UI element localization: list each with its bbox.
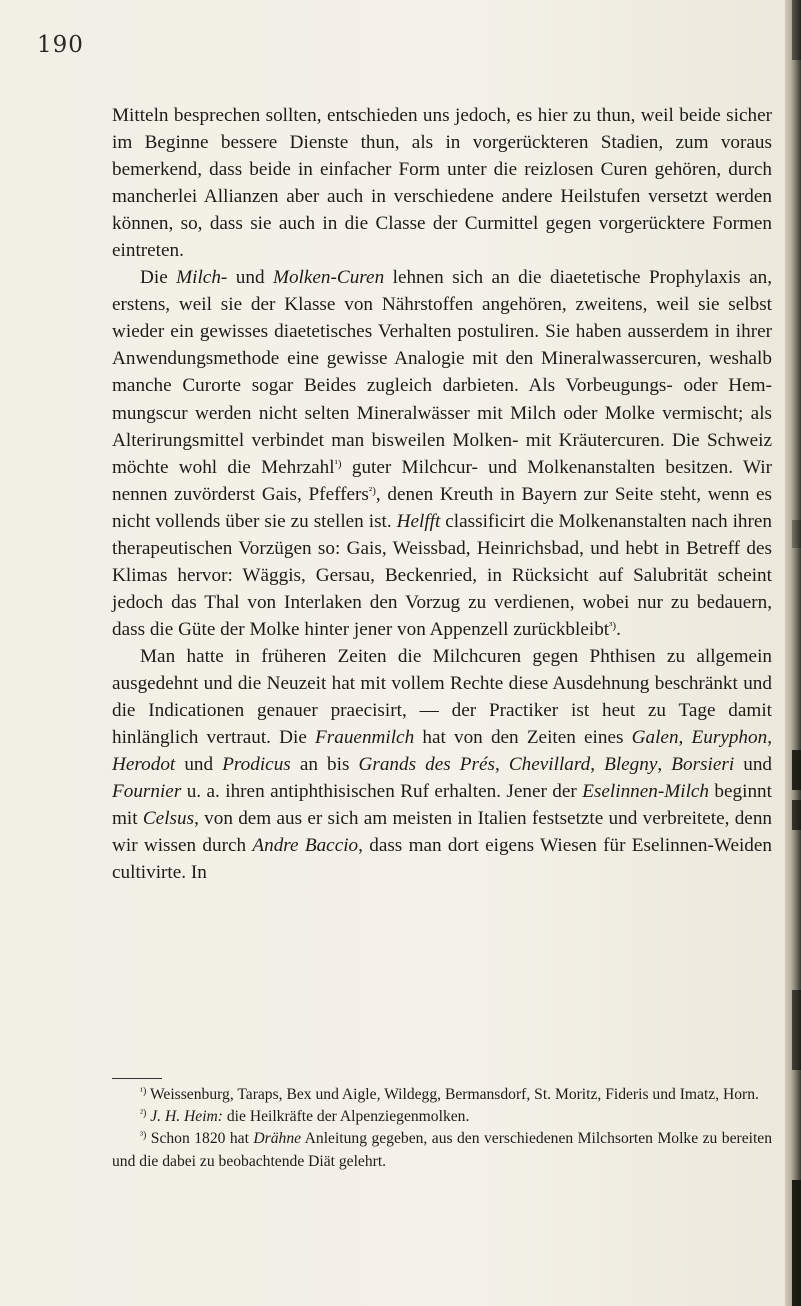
text-run: ,	[494, 754, 509, 776]
italic-text: Chevillard	[508, 754, 591, 776]
footnote-marker: ¹)	[140, 1086, 147, 1097]
text-run: an bis	[290, 754, 359, 776]
footnote	[112, 1106, 772, 1128]
text-run: , von dem aus er sich am meisten in Italien festsetzte und verbreitete, denn wir wissen durch	[112, 808, 773, 857]
text-run: guter Milchcur- und Molkenanstalten besitzen. Wir nennen zuvörderst Gais, Pfeffers	[112, 456, 773, 505]
footnote-marker: ³)	[140, 1130, 147, 1142]
text-run: u. a. ihren antiphthisischen Ruf erhalten. Jener der	[181, 781, 583, 803]
text-run: lehnen sich an die diaetetische Prophylaxis an, erstens, weil sie der Klasse von Nährstoffen angehören, zweitens, weil sie selbst wieder ein gewisses diaetetisches Verhalten postuliren. Sie haben ausserdem in ihrer Anwendungsmethode eine gewisse Analogie mit den Mineralwassercuren, weshalb manche Curorte sogar Beides zugleich darbieten. Als Vorbeugungs- oder Hemmungscur werden nicht selten Mineralwässer mit Milch oder Molke vermischt; als Alterirungsmittel verbindet man bisweilen Molken- mit Kräutercuren. Die Schweiz möchte wohl die Mehrzahl	[112, 267, 773, 478]
italic-text: Euryphon	[691, 727, 768, 749]
text-run: , dass man dort eigens Wiesen für Eselinnen-Weiden cultivirte. In	[112, 835, 772, 884]
italic-text: Galen	[631, 727, 679, 749]
italic-text: Fournier	[112, 781, 182, 803]
italic-text: Borsieri	[671, 754, 735, 776]
text-run: .	[616, 618, 621, 640]
italic-text: Drähne	[253, 1130, 302, 1148]
footnote	[112, 1084, 772, 1106]
text-run: classificirt die Molkenanstalten nach ihren therapeutischen Vorzügen so: Gais, Weissbad, Heinrichsbad, und hebt in Betreff des Klimas hervor: Wäggis, Gersau, Beckenried, in Rücksicht auf Salubrität scheint jedoch das Thal von Interlaken den Vorzug zu verdienen, wobei nur zu bedauern, dass die Güte der Molke hinter jener von Appenzell zurückbleibt	[112, 510, 773, 640]
italic-text: Celsus	[142, 808, 195, 830]
italic-text: J. H. Heim:	[150, 1108, 223, 1126]
footnote-marker: ²)	[140, 1108, 147, 1120]
text-run: Anleitung gegeben, aus den verschiedenen Milchsorten Molke zu bereiten und die dabei zu beobachtende Diät gelehrt.	[112, 1130, 772, 1170]
italic-text: Blegny	[604, 754, 658, 776]
footnote	[112, 1128, 772, 1172]
text-run: Schon 1820 hat	[146, 1130, 254, 1148]
text-run: und	[734, 754, 773, 776]
italic-text: Eselinnen-Milch	[582, 781, 710, 803]
text-run: Mitteln besprechen sollten, entschieden uns jedoch, es hier zu thun, weil beide sicher im Beginne bessere Dienste thun, als in vorgerückteren Stadien, zum voraus bemerkend, dass beide in einfacher Form unter die reizlosen Curen gehören, durch mancherlei Allianzen aber auch in verschiedene andere Heilstufen versetzt werden können, so, dass sie auch in die Classe der Curmittel gegen vorgerücktere Formen eintreten.	[112, 105, 772, 262]
footnotes	[112, 1084, 772, 1173]
italic-text: Herodot	[112, 754, 176, 776]
italic-text: Helfft	[396, 510, 441, 532]
footnote-marker: ²)	[368, 484, 376, 497]
text-run: , denen Kreuth in Bayern zur Seite steht, wenn es nicht vollends über sie zu stellen ist.	[112, 483, 773, 532]
italic-text: Andre Baccio	[252, 835, 359, 857]
body-text	[112, 102, 772, 886]
italic-text: Prodicus	[222, 754, 291, 776]
page-number: 190	[37, 32, 84, 58]
text-run: Die	[140, 267, 177, 289]
text-run: ,	[767, 727, 773, 749]
footnote-marker: ³)	[609, 619, 617, 632]
italic-text: Grands des Prés	[358, 754, 495, 776]
footnote-separator	[112, 1078, 162, 1079]
text-run: hat von den Zeiten eines	[414, 727, 632, 749]
italic-text: Molken-Curen	[272, 267, 385, 289]
text-run: und	[175, 754, 223, 776]
paragraph	[112, 102, 772, 264]
paragraph	[112, 643, 772, 886]
text-run: ,	[657, 754, 672, 776]
italic-text: Milch-	[176, 267, 228, 289]
text-run: Man hatte in früheren Zeiten die Milchcuren gegen Phthisen zu allgemein ausgedehnt und die Neuzeit hat mit vollem Rechte diese Ausdehnung beschränkt und die Indicationen genauer praecisirt, — der Practiker ist heut zu Tage damit hinlänglich vertraut. Die	[112, 645, 772, 749]
text-run: beginnt mit	[112, 781, 772, 830]
paragraph	[112, 264, 772, 643]
text-run: ,	[678, 727, 692, 749]
text-run: die Heilkräfte der Alpenziegenmolken.	[222, 1108, 470, 1126]
footnote-marker: ¹)	[334, 457, 342, 470]
page-edge-shadow	[785, 0, 801, 1306]
italic-text: Frauenmilch	[315, 727, 415, 749]
text-run: ,	[590, 754, 605, 776]
text-run: und	[227, 267, 273, 289]
text-run: Weissenburg, Taraps, Bex und Aigle, Wildegg, Bermansdorf, St. Moritz, Fideris und Imatz, Horn.	[146, 1086, 759, 1103]
